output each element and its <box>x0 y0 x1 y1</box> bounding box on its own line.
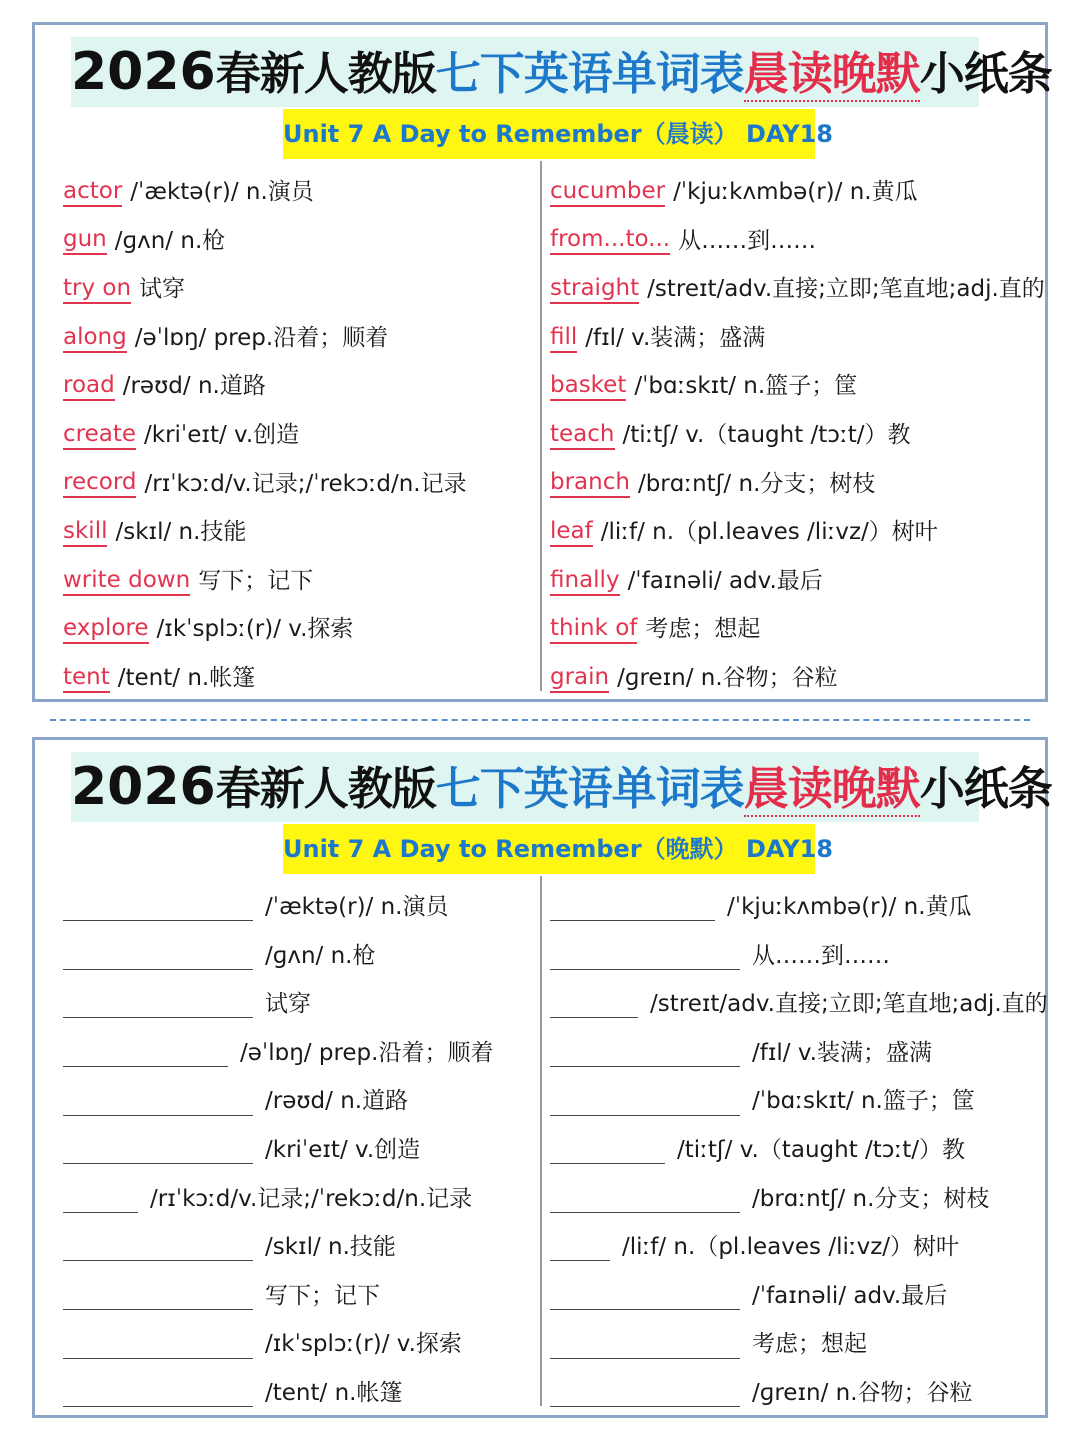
vocab-definition: 试穿 <box>265 991 311 1018</box>
answer-blank[interactable] <box>63 1039 228 1067</box>
cut-line <box>50 719 1030 721</box>
vocab-word: create <box>63 421 136 450</box>
vocab-definition: /ɪkˈsplɔː(r)/ v.探索 <box>156 616 354 643</box>
vocab-row <box>550 460 1040 509</box>
word-list-right <box>550 168 1045 703</box>
vocab-word: from...to... <box>550 226 670 255</box>
vocab-word: cucumber <box>550 178 665 207</box>
title-mode: 晨读晚默 <box>743 762 920 815</box>
dictation-row <box>63 1126 533 1175</box>
evening-dictation-card <box>32 737 1052 1418</box>
vocab-row <box>550 605 1040 654</box>
answer-blank[interactable] <box>63 1185 138 1213</box>
answer-blank[interactable] <box>63 990 253 1018</box>
answer-blank[interactable] <box>550 1185 740 1213</box>
vocab-definition: /ˈbɑːskɪt/ n.篮子；筐 <box>634 373 858 400</box>
vocab-definition: /fɪl/ v.装满；盛满 <box>585 324 766 351</box>
vocab-definition: /tiːtʃ/ v.（taught /tɔːt/）教 <box>677 1136 965 1163</box>
vocab-definition: /ɡreɪn/ n.谷物；谷粒 <box>617 664 838 691</box>
answer-blank[interactable] <box>63 1233 253 1261</box>
vocab-definition: /rɪˈkɔːd/v.记录;/ˈrekɔːd/n.记录 <box>150 1185 473 1212</box>
vocab-row <box>550 508 1040 557</box>
dictation-row <box>550 1223 1040 1272</box>
vocab-definition: /liːf/ n.（pl.leaves /liːvz/）树叶 <box>600 519 938 546</box>
answer-blank[interactable] <box>550 1136 665 1164</box>
dictation-row <box>550 883 1040 932</box>
dictation-row <box>63 932 533 981</box>
vocab-definition: /ˈæktə(r)/ n.演员 <box>130 179 314 205</box>
answer-blank[interactable] <box>63 942 253 970</box>
vocab-word: straight <box>550 275 639 304</box>
vocab-definition: /ˈbɑːskɪt/ n.篮子；筐 <box>752 1088 975 1115</box>
answer-blank[interactable] <box>63 893 253 921</box>
answer-blank[interactable] <box>63 1136 253 1164</box>
vocab-definition: /ɪkˈsplɔː(r)/ v.探索 <box>265 1331 462 1358</box>
vocab-row <box>63 362 533 411</box>
vocab-row <box>63 411 533 460</box>
vocab-word: leaf <box>550 518 593 547</box>
vocab-word: branch <box>550 469 630 498</box>
vocab-definition: /ˈfaɪnəli/ adv.最后 <box>627 567 823 594</box>
vocab-row <box>63 217 533 266</box>
vocab-definition: /fɪl/ v.装满；盛满 <box>752 1039 932 1066</box>
vocab-word: finally <box>550 567 620 596</box>
vocab-definition: /brɑːntʃ/ n.分支；树枝 <box>637 470 876 497</box>
dictation-row <box>63 1029 533 1078</box>
answer-blank[interactable] <box>550 1282 740 1310</box>
vocab-word: explore <box>63 615 149 644</box>
vocab-definition: /liːf/ n.（pl.leaves /liːvz/）树叶 <box>622 1234 960 1261</box>
vocab-row <box>550 217 1040 266</box>
unit-heading: Unit 7 A Day to Remember（晚默） DAY18 <box>283 824 815 874</box>
vocab-definition: /tent/ n.帐篷 <box>265 1379 403 1406</box>
vocab-word: gun <box>63 226 107 255</box>
vocab-row <box>550 557 1040 606</box>
vocab-definition: /skɪl/ n.技能 <box>115 519 247 546</box>
title-suffix: 小纸条 <box>919 47 1052 100</box>
dictation-row <box>550 980 1048 1029</box>
dictation-row <box>550 1272 1040 1321</box>
answer-blank[interactable] <box>63 1331 253 1359</box>
vocab-row <box>63 265 533 314</box>
dictation-row <box>550 1126 1040 1175</box>
dictation-list-right <box>550 883 1048 1418</box>
dictation-row <box>63 1175 533 1224</box>
answer-blank[interactable] <box>550 1088 740 1116</box>
title-year: 2026 <box>71 757 216 817</box>
vocab-definition: 写下；记下 <box>265 1282 380 1309</box>
vocab-word: fill <box>550 324 577 353</box>
vocab-definition: /ɡreɪn/ n.谷物；谷粒 <box>752 1379 973 1406</box>
morning-reading-card <box>32 22 1052 702</box>
word-list-left <box>63 168 533 703</box>
dictation-row <box>63 1320 533 1369</box>
dictation-row <box>550 1369 1040 1418</box>
vocab-definition: /skɪl/ n.技能 <box>265 1234 396 1261</box>
dictation-row <box>63 1272 533 1321</box>
title-edition: 春新人教版 <box>215 762 436 815</box>
vocab-row <box>550 362 1040 411</box>
answer-blank[interactable] <box>550 1039 740 1067</box>
vocab-row <box>550 411 1040 460</box>
dictation-row <box>63 1223 533 1272</box>
vocab-definition: /rɪˈkɔːd/v.记录;/ˈrekɔːd/n.记录 <box>144 470 467 497</box>
column-divider <box>540 876 542 1406</box>
vocab-definition: /ˈkjuːkʌmbə(r)/ n.黄瓜 <box>673 179 918 205</box>
vocab-word: road <box>63 372 115 401</box>
vocab-definition: /tent/ n.帐篷 <box>117 664 256 691</box>
title-suffix: 小纸条 <box>919 762 1052 815</box>
answer-blank[interactable] <box>63 1088 253 1116</box>
dictation-row <box>550 1320 1040 1369</box>
dictation-row <box>63 883 533 932</box>
vocab-word: record <box>63 469 136 498</box>
answer-blank[interactable] <box>550 1379 740 1407</box>
vocab-definition: 从……到…… <box>752 942 890 969</box>
answer-blank[interactable] <box>550 942 740 970</box>
vocab-definition: 考虑；想起 <box>645 616 761 643</box>
title-mode: 晨读晚默 <box>743 47 920 100</box>
answer-blank[interactable] <box>63 1282 253 1310</box>
title-subject: 七下英语单词表 <box>435 47 744 100</box>
vocab-definition: 写下；记下 <box>198 567 314 594</box>
vocab-word: teach <box>550 421 615 450</box>
vocab-definition: /ɡʌn/ n.枪 <box>265 942 376 969</box>
vocab-word: tent <box>63 664 110 693</box>
dictation-row <box>63 1077 533 1126</box>
answer-blank[interactable] <box>63 1379 253 1407</box>
vocab-row <box>550 168 1040 217</box>
vocab-definition: 试穿 <box>139 276 186 303</box>
vocab-definition: /streɪt/adv.直接;立即;笔直地;adj.直的 <box>647 276 1045 303</box>
answer-blank[interactable] <box>550 990 638 1018</box>
vocab-row <box>63 557 533 606</box>
vocab-word: write down <box>63 567 190 596</box>
vocab-word: skill <box>63 518 107 547</box>
dictation-row <box>550 1077 1040 1126</box>
title-subject: 七下英语单词表 <box>435 762 744 815</box>
vocab-definition: /kriˈeɪt/ v.创造 <box>144 421 300 448</box>
vocab-row <box>63 168 533 217</box>
card-title <box>71 37 1052 107</box>
vocab-definition: /ˈfaɪnəli/ adv.最后 <box>752 1282 948 1309</box>
column-divider <box>540 161 542 691</box>
vocab-row <box>63 508 533 557</box>
vocab-definition: /əˈlɒŋ/ prep.沿着；顺着 <box>240 1039 494 1066</box>
vocab-row <box>550 314 1040 363</box>
dictation-row <box>550 1175 1040 1224</box>
vocab-row <box>550 265 1045 314</box>
dictation-row <box>63 980 533 1029</box>
vocab-word: grain <box>550 664 609 693</box>
vocab-definition: /rəʊd/ n.道路 <box>265 1088 409 1115</box>
card-title <box>71 752 1052 822</box>
dictation-row <box>63 1369 533 1418</box>
vocab-row <box>63 460 533 509</box>
vocab-definition: /ɡʌn/ n.枪 <box>114 227 226 254</box>
vocab-definition: 考虑；想起 <box>752 1331 867 1358</box>
vocab-definition: /ˈkjuːkʌmbə(r)/ n.黄瓜 <box>727 894 972 920</box>
vocab-word: along <box>63 324 127 353</box>
vocab-row <box>550 654 1040 703</box>
vocab-word: actor <box>63 178 122 207</box>
answer-blank[interactable] <box>550 1331 740 1359</box>
title-year: 2026 <box>71 42 216 102</box>
vocab-definition: /əˈlɒŋ/ prep.沿着；顺着 <box>134 324 389 351</box>
vocab-definition: 从……到…… <box>678 227 817 254</box>
dictation-row <box>550 932 1040 981</box>
vocab-definition: /ˈæktə(r)/ n.演员 <box>265 894 449 920</box>
vocab-definition: /tiːtʃ/ v.（taught /tɔːt/）教 <box>622 421 911 448</box>
vocab-definition: /streɪt/adv.直接;立即;笔直地;adj.直的 <box>650 991 1048 1018</box>
vocab-row <box>63 654 533 703</box>
vocab-word: think of <box>550 615 637 644</box>
vocab-definition: /rəʊd/ n.道路 <box>122 373 266 400</box>
vocab-row <box>63 314 533 363</box>
vocab-definition: /brɑːntʃ/ n.分支；树枝 <box>752 1185 990 1212</box>
answer-blank[interactable] <box>550 893 715 921</box>
vocab-word: try on <box>63 275 131 304</box>
unit-heading: Unit 7 A Day to Remember（晨读） DAY18 <box>283 109 815 159</box>
title-edition: 春新人教版 <box>215 47 436 100</box>
vocab-row <box>63 605 533 654</box>
dictation-list-left <box>63 883 533 1418</box>
vocab-word: basket <box>550 372 626 401</box>
vocab-definition: /kriˈeɪt/ v.创造 <box>265 1136 421 1163</box>
answer-blank[interactable] <box>550 1233 610 1261</box>
dictation-row <box>550 1029 1040 1078</box>
